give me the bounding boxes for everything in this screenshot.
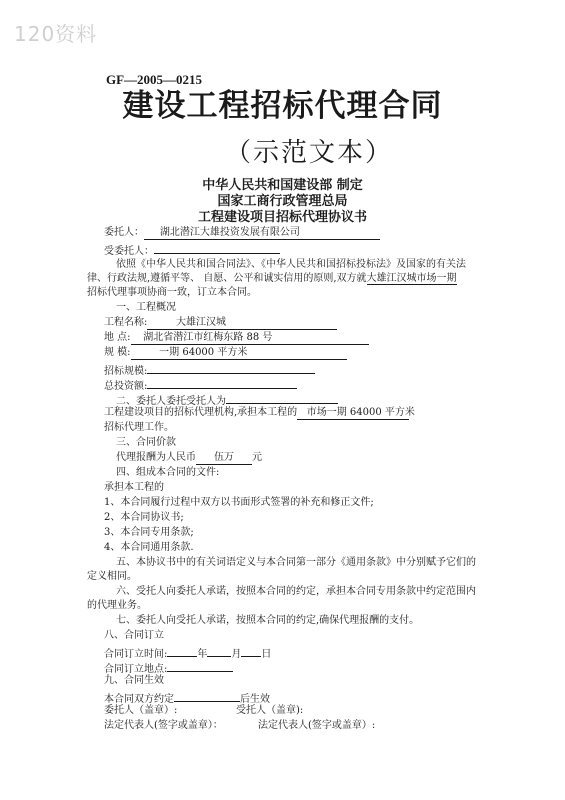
effect-suffix: 后生效 bbox=[240, 694, 270, 705]
principal-seal-label: 委托人（盖章）: bbox=[104, 705, 178, 716]
effect-condition-field bbox=[174, 689, 240, 702]
section6-line-1: 六、受托人向委托人承诺，按照本合同的约定，承担本合同专用条款中约定范围内 bbox=[116, 586, 476, 597]
section2-agent-field bbox=[226, 391, 338, 404]
year-label: 年 bbox=[197, 649, 208, 660]
section2-line-2 bbox=[104, 406, 415, 420]
intro-line-2 bbox=[87, 272, 457, 286]
signing-time-label: 合同订立时间: bbox=[104, 649, 168, 660]
effect-label: 本合同双方约定 bbox=[104, 694, 174, 705]
section6-line-2: 的代理业务。 bbox=[87, 600, 147, 611]
principal-label: 委托人： bbox=[104, 227, 144, 238]
section7-line-1: 七、委托人向受托人承诺，按照本合同的约定,确保代理报酬的支付。 bbox=[116, 615, 420, 626]
signing-month-field bbox=[207, 644, 231, 657]
location-line bbox=[104, 331, 369, 345]
intro-project-value: 大雄江汉城市场一期 bbox=[366, 273, 457, 284]
location-label: 地 点: bbox=[104, 332, 131, 343]
project-name-line bbox=[104, 316, 337, 330]
section2-text: 二、委托人委托受托人为 bbox=[116, 396, 226, 407]
agent-line bbox=[104, 241, 280, 259]
location-value: 湖北省潜江市红梅东路 88 号 bbox=[143, 332, 273, 343]
principal-field bbox=[144, 227, 380, 240]
page-subtitle: （示范文本） bbox=[225, 138, 394, 168]
project-name-field bbox=[147, 317, 337, 330]
investment-label: 总投资额: bbox=[104, 381, 148, 392]
scale-line bbox=[104, 346, 347, 360]
section3-heading: 三、合同价款 bbox=[116, 437, 176, 448]
month-label: 月 bbox=[231, 649, 242, 660]
agreement-heading: 工程建设项目招标代理协议书 bbox=[197, 210, 367, 225]
section9-heading: 九、合同生效 bbox=[104, 675, 164, 686]
investment-field bbox=[147, 376, 297, 389]
section4-heading: 四、组成本合同的文件: bbox=[116, 467, 220, 478]
agent-seal-label: 受托人（盖章): bbox=[236, 705, 304, 716]
agent-rep-label: 法定代表人(签字或盖章）: bbox=[258, 720, 376, 731]
principal-rep-label: 法定代表人(签字或盖章）： bbox=[104, 720, 223, 731]
principal-line bbox=[104, 226, 380, 240]
signing-place-label: 合同订立地点: bbox=[104, 664, 168, 675]
intro-line-2-text: 律、行政法规,遵循平等、 自愿、公平和诚实信用的原则,双方就 bbox=[87, 273, 367, 284]
fee-unit: 元 bbox=[252, 452, 262, 463]
fee-label: 代理报酬为人民币 bbox=[116, 452, 196, 463]
section4-lead: 承担本工程的 bbox=[104, 482, 164, 493]
watermark: 120资料 bbox=[14, 22, 98, 46]
bid-scale-label: 招标规模: bbox=[104, 366, 148, 377]
document-item: 4、本合同通用条款. bbox=[104, 542, 194, 553]
intro-line-1: 依照《中华人民共和国合同法》、《中华人民共和国招标投标法》及国家的有关法 bbox=[116, 259, 466, 270]
issuer-administration: 国家工商行政管理总局 bbox=[217, 194, 348, 209]
document-code: GF—2005—0215 bbox=[106, 72, 203, 87]
section5-line-2: 定义相同。 bbox=[87, 571, 137, 582]
page-title: 建设工程招标代理合同 bbox=[122, 88, 443, 124]
fee-field bbox=[196, 452, 252, 465]
document-item: 1、本合同履行过程中双方以书面形式签署的补充和修正文件; bbox=[104, 497, 374, 508]
scale-field bbox=[131, 347, 347, 360]
section2-text-2: 工程建设项目的招标代理机构,承担本工程的 bbox=[104, 407, 298, 418]
fee-value: 伍万 bbox=[214, 452, 234, 463]
day-label: 日 bbox=[261, 649, 272, 660]
bid-scale-field bbox=[147, 361, 315, 374]
fee-line bbox=[116, 451, 262, 465]
section2-scope-field bbox=[297, 407, 415, 420]
section1-heading: 一、工程概况 bbox=[116, 302, 176, 313]
signing-year-field bbox=[167, 644, 197, 657]
document-item: 2、本合同协议书; bbox=[104, 512, 184, 523]
scale-label: 规 模: bbox=[104, 347, 131, 358]
project-name-value: 大雄江汉城 bbox=[175, 317, 226, 328]
project-name-label: 工程名称: bbox=[104, 317, 148, 328]
agent-field bbox=[154, 241, 280, 254]
signing-day-field bbox=[241, 644, 261, 657]
document-item: 3、本合同专用条款; bbox=[104, 527, 194, 538]
section2-line-3: 招标代理工作。 bbox=[104, 422, 174, 433]
signing-place-field bbox=[167, 659, 233, 672]
agent-label: 受委托人： bbox=[104, 246, 154, 257]
intro-line-3: 招标代理事项协商一致，订立本合同。 bbox=[87, 287, 257, 298]
principal-value: 湖北潜江大雄投资发展有限公司 bbox=[159, 227, 300, 238]
location-field bbox=[131, 332, 369, 345]
scale-value: 一期 64000 平方米 bbox=[159, 347, 248, 358]
section8-heading: 八、合同订立 bbox=[104, 630, 164, 641]
section2-scope-value: 市场一期 64000 平方米 bbox=[306, 407, 415, 418]
issuer-ministry: 中华人民共和国建设部 制定 bbox=[202, 178, 363, 193]
section5-line-1: 五、本协议书中的有关词语定义与本合同第一部分《通用条款》中分别赋予它们的 bbox=[116, 557, 476, 568]
